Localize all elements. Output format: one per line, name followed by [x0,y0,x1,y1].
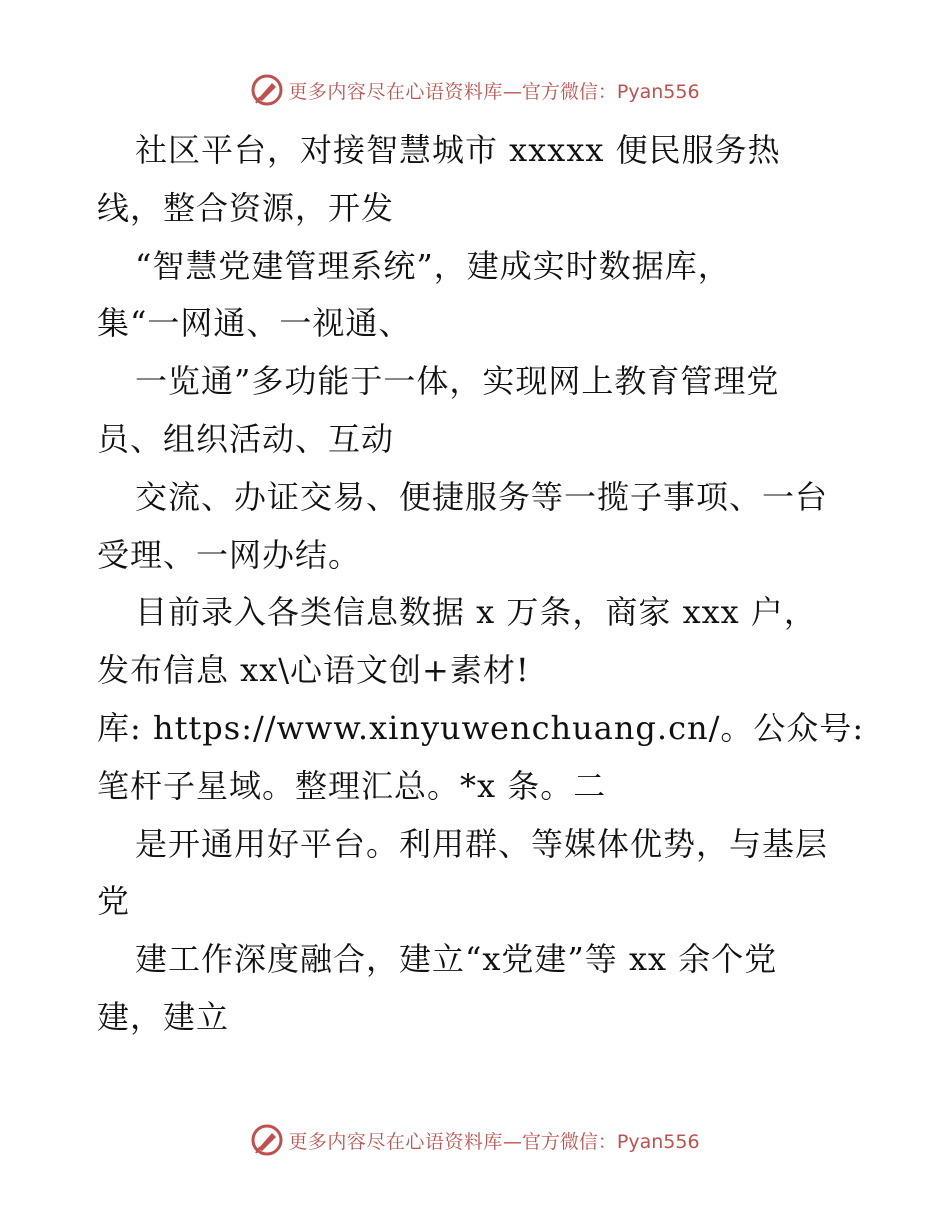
text-line: 社区平台，对接智慧城市 xxxxx 便民服务热 [135,131,781,169]
text-line: 受理、一网办结。 [97,535,362,574]
header-banner [0,70,950,110]
text-line: 库: https://www.xinyuwenchuang.cn/。公众号: [97,708,865,747]
text-line: 员、组织活动、互动 [97,419,395,458]
text-line: 集“一网通、一视通、 [97,304,412,343]
text-line: 线，整合资源，开发 [97,188,395,227]
text-line: 笔杆子星域。整理汇总。*x 条。二 [97,766,607,805]
text-line: 发布信息 xx\心语文创+素材! [97,651,530,690]
text-line: 党 [97,882,131,921]
text-line: 一览通”多功能于一体，实现网上教育管理党 [135,362,780,401]
footer-contact: —官方微信：Pyan556 [502,1130,700,1153]
text-line: 建，建立 [97,997,230,1036]
footer-banner [0,1120,950,1160]
header-contact: —官方微信：Pyan556 [502,80,700,103]
footer-slogan: 更多内容尽在心语资料库 [288,1130,503,1153]
text-line: 交流、办证交易、便捷服务等一揽子事项、一台 [135,477,829,516]
pen-logo-icon [250,1123,284,1157]
text-line: 目前录入各类信息数据 x 万条，商家 xxx 户， [135,593,817,632]
text-line: 建工作深度融合，建立“x党建”等 xx 余个党 [135,940,778,979]
document-body [97,122,865,1047]
text-line: “智慧党建管理系统”，建成实时数据库， [135,246,731,285]
header-slogan: 更多内容尽在心语资料库 [288,80,503,103]
pen-logo-icon [250,73,284,107]
text-line: 是开通用好平台。利用群、等媒体优势，与基层 [135,824,829,863]
